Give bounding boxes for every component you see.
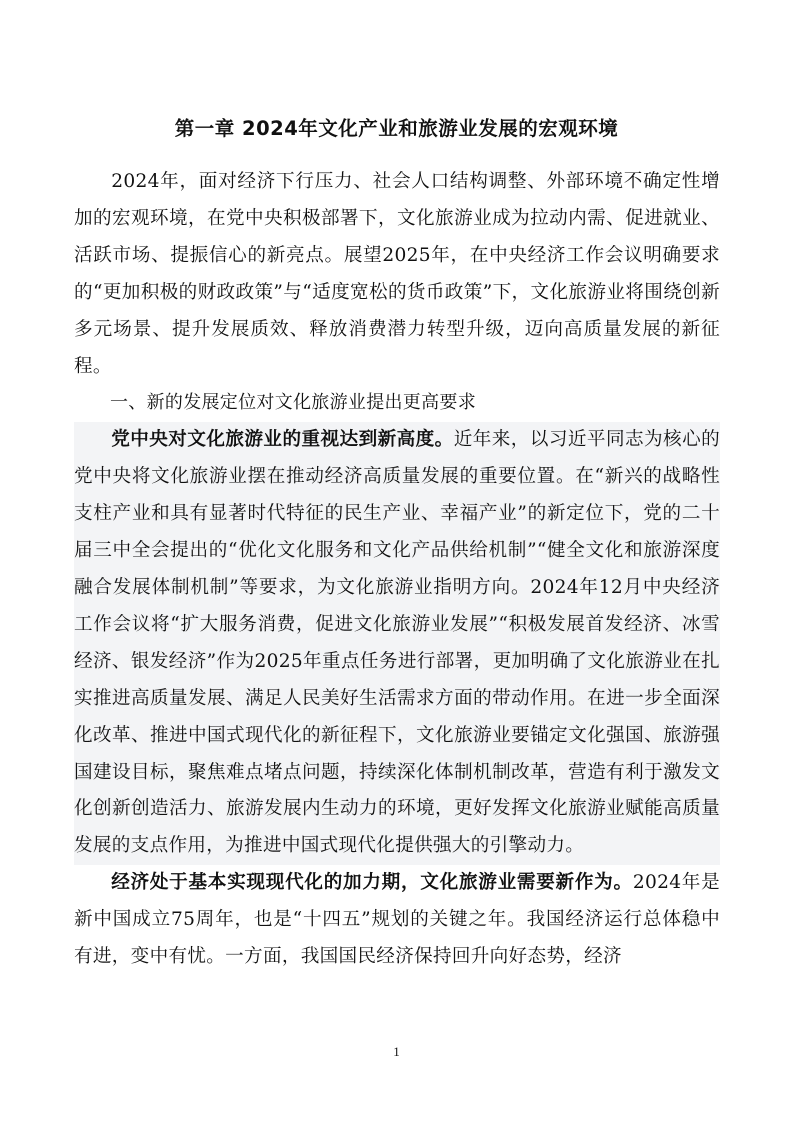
document-body — [74, 164, 720, 976]
paragraph-2-lead: 经济处于基本实现现代化的加力期，文化旅游业需要新作为。 — [111, 872, 633, 894]
intro-paragraph: 2024年，面对经济下行压力、社会人口结构调整、外部环境不确定性增加的宏观环境，在党中央积极部署下，文化旅游业成为拉动内需、促进就业、活跃市场、提振信心的新亮点。展望2025年，在中央经济工作会议明确要求的“更加积极的财政政策”与“适度宽松的货币政策”下，文化旅游业将围绕创新多元场景、提升发展质效、释放消费潜力转型升级，迈向高质量发展的新征程。 — [74, 171, 720, 377]
section-heading: 一、新的发展定位对文化旅游业提出更高要求 — [110, 392, 476, 414]
paragraph-2-text: 2024年是新中国成立75周年，也是“十四五”规划的关键之年。我国经济运行总体稳中有进，变中有忧。一方面，我国国民经济保持回升向好态势，经济 — [74, 872, 720, 968]
body-paragraph-1 — [74, 422, 720, 865]
paragraph-1-text: 近年来，以习近平同志为核心的党中央将文化旅游业摆在推动经济高质量发展的重要位置。在“新兴的战略性支柱产业和具有显著时代特征的民生产业、幸福产业”的新定位下，党的二十届三中全会提出的“优化文化服务和文化产品供给机制”“健全文化和旅游深度融合发展体制机制”等要求，为文化旅游业指明方向。2024年12月中央经济工作会议将“扩大服务消费，促进文化旅游业发展”“积极发展首发经济、冰雪经济、银发经济”作为2025年重点任务进行部署，更加明确了文化旅游业在扎实推进高质量发展、满足人民美好生活需求方面的带动作用。在进一步全面深化改革、推进中国式现代化的新征程下，文化旅游业要锚定文化强国、旅游强国建设目标，聚焦难点堵点问题，持续深化体制机制改革，营造有利于激发文化创新创造活力、旅游发展内生动力的环境，更好发挥文化旅游业赋能高质量发展的支点作用，为推进中国式现代化提供强大的引擎动力。 — [74, 429, 720, 857]
paragraph-1-lead: 党中央对文化旅游业的重视达到新高度。 — [111, 429, 454, 451]
body-paragraph-2 — [74, 865, 720, 976]
page-number: 1 — [393, 1044, 400, 1059]
chapter-title: 第一章 2024年文化产业和旅游业发展的宏观环境 — [174, 117, 619, 140]
